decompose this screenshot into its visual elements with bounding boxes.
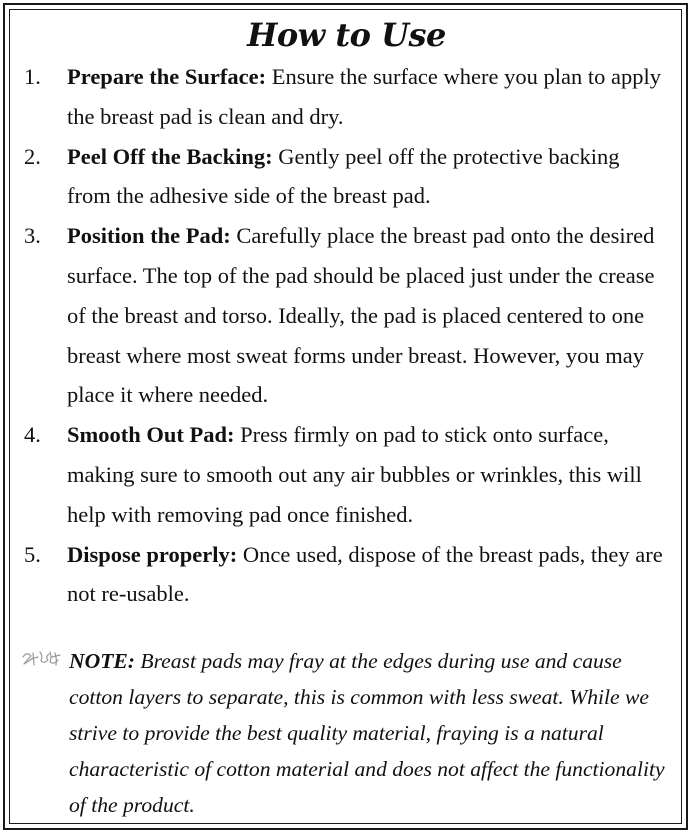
step-number: 4. [24,422,41,448]
note-text [0,643,693,823]
instruction-step [0,216,693,415]
step-number: 1. [24,64,41,89]
step-heading: Position the Pad: [67,223,231,249]
step-heading: Prepare the Surface: [67,64,267,89]
step-text: Ensure the surface where you plan to apply the breast pad is clean and dry. [67,64,661,129]
step-heading: Peel Off the Backing: [67,143,273,169]
step-text: Carefully place the breast pad onto the desired surface. The top of the pad should be placed just under the crease of the breast and torso. Ideally, the pad is placed centered to one breast where most sweat forms under breast. However, you may place it where needed. [67,223,655,408]
step-text: Gently peel off the protective backing from the adhesive side of the breast pad. [67,143,620,209]
note-label: NOTE: [69,649,135,673]
step-heading: Dispose properly: [67,541,238,567]
note-body: Breast pads may fray at the edges during use and cause cotton layers to separate, this is common with less sweat. While we strive to provide the best quality material, fraying is a natural characteristic of cotton material and does not affect the functionality of the product. [69,649,665,817]
page-title: How to Use [247,16,446,54]
step-text: Once used, dispose of the breast pads, they are not re-usable. [67,541,663,607]
step-number: 3. [24,223,41,249]
step-number: 5. [24,541,41,567]
instruction-list [0,57,693,614]
instruction-step [0,535,693,615]
step-number: 2. [24,143,41,169]
instruction-step [0,57,693,137]
step-heading: Smooth Out Pad: [67,422,235,448]
instruction-step [0,415,693,534]
note-section [0,643,693,823]
step-text: Press firmly on pad to stick onto surface, making sure to smooth out any air bubbles or wrinkles, this will help with removing pad once finished. [67,422,642,527]
scribble-icon [21,648,63,670]
instruction-step [0,137,693,217]
